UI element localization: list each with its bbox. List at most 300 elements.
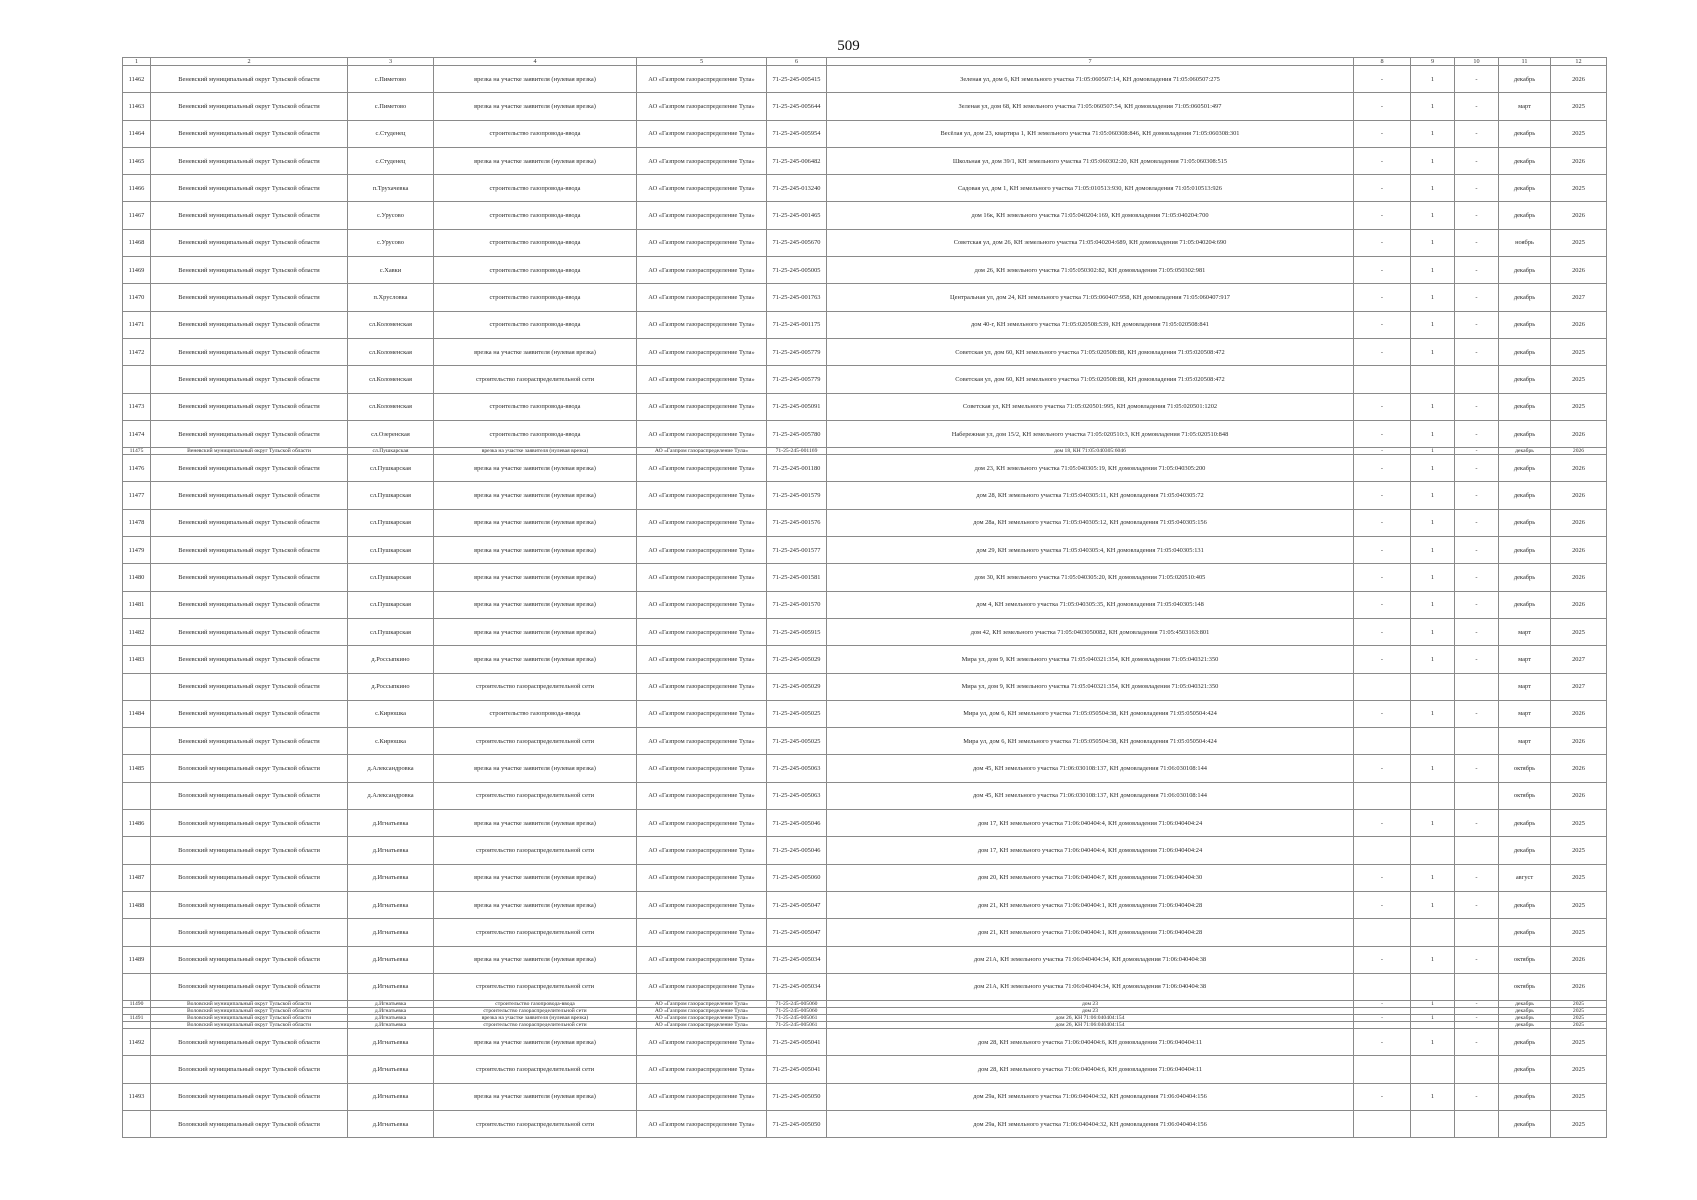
cell-record-number: 11474 [123,420,151,447]
cell-col-10-value: - [1455,891,1499,918]
cell-col-8-value: - [1354,946,1411,973]
cell-address: Советская ул, КН земельного участка 71:05:020501:995, КН домовладения 71:05:020501:1202 [827,393,1354,420]
cell-col-8-value: - [1354,564,1411,591]
cell-record-number [123,1110,151,1137]
cell-record-number: 11469 [123,257,151,284]
cell-organization: АО «Газпром газораспределение Тула» [637,755,767,782]
cell-organization: АО «Газпром газораспределение Тула» [637,393,767,420]
cell-municipality: Веневский муниципальный округ Тульской области [151,448,348,455]
table-row [123,946,1607,973]
cell-month: декабрь [1499,175,1551,202]
cell-year: 2027 [1551,646,1607,673]
cell-settlement: д.Игнатьевка [348,1022,434,1029]
cell-year: 2026 [1551,782,1607,809]
cell-application-number: 71-25-245-001570 [767,591,827,618]
cell-record-number: 11464 [123,120,151,147]
cell-address: дом 23, КН земельного участка 71:05:040305:19, КН домовладения 71:05:040305:200 [827,455,1354,482]
table-row [123,646,1607,673]
cell-record-number: 11490 [123,1001,151,1008]
table-row [123,728,1607,755]
cell-work-type: строительство газопровода-ввода [434,202,637,229]
cell-year: 2026 [1551,973,1607,1000]
cell-organization: АО «Газпром газораспределение Тула» [637,1015,767,1022]
cell-municipality: Веневский муниципальный округ Тульской области [151,420,348,447]
cell-col-9-value [1411,837,1455,864]
cell-year: 2025 [1551,891,1607,918]
cell-address: дом 29, КН земельного участка 71:05:040305:4, КН домовладения 71:05:040305:131 [827,537,1354,564]
cell-application-number: 71-25-245-005915 [767,618,827,645]
cell-col-10-value: - [1455,257,1499,284]
cell-municipality: Воловский муниципальный округ Тульской области [151,864,348,891]
cell-work-type: строительство газопровода-ввода [434,284,637,311]
cell-work-type: врезка на участке заявителя (нулевая врезка) [434,1083,637,1110]
cell-settlement: д.Игнатьевка [348,946,434,973]
cell-col-10-value [1455,919,1499,946]
cell-settlement: сл.Пушкарская [348,618,434,645]
cell-municipality: Веневский муниципальный округ Тульской области [151,202,348,229]
cell-municipality: Воловский муниципальный округ Тульской области [151,1022,348,1029]
cell-record-number: 11486 [123,810,151,837]
cell-work-type: строительство газораспределительной сети [434,919,637,946]
cell-application-number: 71-25-245-005041 [767,1029,827,1056]
cell-col-10-value: - [1455,311,1499,338]
cell-col-10-value [1455,366,1499,393]
cell-col-8-value [1354,1022,1411,1029]
cell-month: декабрь [1499,448,1551,455]
cell-col-8-value [1354,728,1411,755]
cell-year: 2025 [1551,366,1607,393]
cell-col-10-value: - [1455,420,1499,447]
cell-settlement: д.Игнатьевка [348,1015,434,1022]
cell-settlement: сл.Пушкарская [348,509,434,536]
table-row [123,837,1607,864]
cell-col-8-value: - [1354,175,1411,202]
cell-month: октябрь [1499,973,1551,1000]
cell-application-number: 71-25-245-005034 [767,946,827,973]
cell-work-type: врезка на участке заявителя (нулевая врезка) [434,509,637,536]
cell-settlement: сл.Пушкарская [348,482,434,509]
cell-col-9-value: 1 [1411,202,1455,229]
cell-municipality: Веневский муниципальный округ Тульской области [151,284,348,311]
cell-settlement: д.Игнатьевка [348,891,434,918]
cell-organization: АО «Газпром газораспределение Тула» [637,448,767,455]
cell-address: дом 29а, КН земельного участка 71:06:040404:32, КН домовладения 71:06:040404:156 [827,1083,1354,1110]
cell-col-8-value: - [1354,448,1411,455]
cell-address: Мира ул, дом 6, КН земельного участка 71:05:050504:38, КН домовладения 71:05:050504:424 [827,728,1354,755]
cell-application-number: 71-25-245-001175 [767,311,827,338]
cell-work-type: строительство газопровода-ввода [434,257,637,284]
table-row [123,891,1607,918]
cell-organization: АО «Газпром газораспределение Тула» [637,1022,767,1029]
cell-application-number: 71-25-245-005670 [767,229,827,256]
cell-month: декабрь [1499,311,1551,338]
cell-application-number: 71-25-245-005046 [767,810,827,837]
cell-month: декабрь [1499,284,1551,311]
cell-col-10-value: - [1455,66,1499,93]
cell-col-10-value: - [1455,700,1499,727]
cell-work-type: строительство газораспределительной сети [434,1110,637,1137]
cell-organization: АО «Газпром газораспределение Тула» [637,837,767,864]
cell-col-8-value: - [1354,284,1411,311]
cell-col-8-value: - [1354,864,1411,891]
cell-application-number: 71-25-245-005060 [767,864,827,891]
cell-address: дом 28, КН земельного участка 71:05:040305:11, КН домовладения 71:05:040305:72 [827,482,1354,509]
cell-work-type: строительство газораспределительной сети [434,837,637,864]
cell-col-10-value: - [1455,229,1499,256]
table-row [123,782,1607,809]
cell-col-10-value [1455,837,1499,864]
cell-col-9-value: 1 [1411,646,1455,673]
cell-year: 2026 [1551,257,1607,284]
cell-year: 2025 [1551,338,1607,365]
cell-month: декабрь [1499,1110,1551,1137]
cell-col-8-value [1354,919,1411,946]
cell-year: 2026 [1551,509,1607,536]
cell-record-number [123,782,151,809]
cell-settlement: д.Игнатьевка [348,973,434,1000]
cell-application-number: 71-25-245-001180 [767,455,827,482]
cell-record-number: 11472 [123,338,151,365]
table-row [123,591,1607,618]
cell-col-9-value: 1 [1411,120,1455,147]
cell-address: дом 4, КН земельного участка 71:05:040305:35, КН домовладения 71:05:040305:148 [827,591,1354,618]
cell-municipality: Веневский муниципальный округ Тульской области [151,618,348,645]
cell-col-9-value: 1 [1411,891,1455,918]
cell-col-9-value: 1 [1411,284,1455,311]
table-row [123,700,1607,727]
cell-record-number: 11476 [123,455,151,482]
cell-municipality: Веневский муниципальный округ Тульской области [151,66,348,93]
column-number-1: 1 [123,58,151,66]
cell-address: дом 23 [827,1008,1354,1015]
cell-work-type: строительство газопровода-ввода [434,700,637,727]
cell-organization: АО «Газпром газораспределение Тула» [637,420,767,447]
cell-col-10-value [1455,1008,1499,1015]
cell-settlement: д.Россыпкино [348,646,434,673]
cell-col-10-value: - [1455,455,1499,482]
cell-address: дом 17, КН земельного участка 71:06:040404:4, КН домовладения 71:06:040404:24 [827,837,1354,864]
cell-col-9-value: 1 [1411,66,1455,93]
cell-record-number: 11463 [123,93,151,120]
cell-col-8-value: - [1354,509,1411,536]
cell-col-10-value: - [1455,946,1499,973]
cell-col-10-value: - [1455,537,1499,564]
cell-application-number: 71-25-245-001577 [767,537,827,564]
cell-col-8-value: - [1354,420,1411,447]
cell-col-8-value: - [1354,66,1411,93]
cell-col-8-value: - [1354,202,1411,229]
table-row [123,864,1607,891]
table-row [123,482,1607,509]
cell-organization: АО «Газпром газораспределение Тула» [637,311,767,338]
cell-record-number: 11465 [123,147,151,174]
cell-application-number: 71-25-245-001579 [767,482,827,509]
cell-year: 2026 [1551,946,1607,973]
cell-col-10-value [1455,728,1499,755]
cell-work-type: строительство газораспределительной сети [434,1022,637,1029]
cell-municipality: Веневский муниципальный округ Тульской области [151,564,348,591]
cell-address: дом 21А, КН земельного участка 71:06:040404:34, КН домовладения 71:06:040404:38 [827,946,1354,973]
cell-settlement: сл.Пушкарская [348,455,434,482]
cell-application-number: 71-25-245-013240 [767,175,827,202]
cell-month: декабрь [1499,1083,1551,1110]
cell-address: дом 28, КН земельного участка 71:06:040404:6, КН домовладения 71:06:040404:11 [827,1056,1354,1083]
cell-settlement: д.Игнатьевка [348,919,434,946]
cell-month: декабрь [1499,482,1551,509]
cell-settlement: с.Пиметово [348,93,434,120]
cell-organization: АО «Газпром газораспределение Тула» [637,564,767,591]
table-row [123,1001,1607,1008]
cell-settlement: с.Пиметово [348,66,434,93]
cell-application-number: 71-25-245-005029 [767,646,827,673]
cell-address: Весёлая ул, дом 23, квартира 1, КН земельного участка 71:05:060308:846, КН домовладения 71:05:060308:301 [827,120,1354,147]
cell-col-8-value [1354,1056,1411,1083]
cell-col-9-value: 1 [1411,338,1455,365]
cell-application-number: 71-25-245-005779 [767,366,827,393]
column-number-3: 3 [348,58,434,66]
table-row [123,673,1607,700]
cell-col-8-value: - [1354,1015,1411,1022]
cell-address: дом 45, КН земельного участка 71:06:030108:137, КН домовладения 71:06:030108:144 [827,782,1354,809]
cell-col-8-value [1354,1008,1411,1015]
cell-record-number [123,973,151,1000]
cell-organization: АО «Газпром газораспределение Тула» [637,366,767,393]
cell-address: Советская ул, дом 60, КН земельного участка 71:05:020508:88, КН домовладения 71:05:020508:472 [827,338,1354,365]
cell-col-8-value: - [1354,257,1411,284]
cell-col-9-value [1411,1110,1455,1137]
cell-year: 2025 [1551,1015,1607,1022]
cell-col-9-value: 1 [1411,1083,1455,1110]
cell-municipality: Веневский муниципальный округ Тульской области [151,120,348,147]
cell-month: декабрь [1499,202,1551,229]
cell-year: 2026 [1551,448,1607,455]
cell-organization: АО «Газпром газораспределение Тула» [637,973,767,1000]
cell-organization: АО «Газпром газораспределение Тула» [637,782,767,809]
cell-year: 2026 [1551,537,1607,564]
cell-address: дом 21, КН земельного участка 71:06:040404:1, КН домовладения 71:06:040404:28 [827,891,1354,918]
cell-year: 2026 [1551,147,1607,174]
cell-record-number [123,1056,151,1083]
cell-col-8-value: - [1354,810,1411,837]
cell-col-10-value: - [1455,646,1499,673]
cell-work-type: строительство газораспределительной сети [434,973,637,1000]
cell-organization: АО «Газпром газораспределение Тула» [637,1029,767,1056]
cell-application-number: 71-25-245-005091 [767,393,827,420]
cell-settlement: сл.Пушкарская [348,591,434,618]
cell-col-9-value: 1 [1411,175,1455,202]
table-row [123,311,1607,338]
cell-organization: АО «Газпром газораспределение Тула» [637,1001,767,1008]
cell-col-8-value [1354,782,1411,809]
cell-col-9-value: 1 [1411,420,1455,447]
cell-organization: АО «Газпром газораспределение Тула» [637,120,767,147]
table-row [123,755,1607,782]
cell-work-type: врезка на участке заявителя (нулевая врезка) [434,93,637,120]
cell-application-number: 71-25-245-006482 [767,147,827,174]
cell-application-number: 71-25-245-005050 [767,1110,827,1137]
cell-col-10-value: - [1455,564,1499,591]
cell-application-number: 71-25-245-001763 [767,284,827,311]
cell-work-type: строительство газораспределительной сети [434,1056,637,1083]
cell-col-8-value: - [1354,537,1411,564]
cell-address: Мира ул, дом 6, КН земельного участка 71:05:050504:38, КН домовладения 71:05:050504:424 [827,700,1354,727]
cell-municipality: Веневский муниципальный округ Тульской области [151,673,348,700]
cell-work-type: строительство газораспределительной сети [434,366,637,393]
cell-col-8-value: - [1354,229,1411,256]
cell-work-type: врезка на участке заявителя (нулевая врезка) [434,946,637,973]
cell-municipality: Воловский муниципальный округ Тульской области [151,1029,348,1056]
cell-col-10-value [1455,1056,1499,1083]
cell-year: 2025 [1551,93,1607,120]
cell-settlement: д.Россыпкино [348,673,434,700]
cell-work-type: врезка на участке заявителя (нулевая врезка) [434,147,637,174]
cell-record-number: 11478 [123,509,151,536]
cell-col-10-value [1455,673,1499,700]
table-row [123,537,1607,564]
cell-organization: АО «Газпром газораспределение Тула» [637,891,767,918]
cell-month: декабрь [1499,120,1551,147]
cell-month: октябрь [1499,782,1551,809]
cell-year: 2026 [1551,66,1607,93]
cell-application-number: 71-25-245-005050 [767,1083,827,1110]
cell-application-number: 71-25-245-005780 [767,420,827,447]
cell-address: дом 45, КН земельного участка 71:06:030108:137, КН домовладения 71:06:030108:144 [827,755,1354,782]
cell-record-number: 11482 [123,618,151,645]
cell-municipality: Воловский муниципальный округ Тульской области [151,810,348,837]
cell-municipality: Веневский муниципальный округ Тульской области [151,257,348,284]
cell-col-10-value: - [1455,393,1499,420]
cell-municipality: Воловский муниципальный округ Тульской области [151,1083,348,1110]
column-number-2: 2 [151,58,348,66]
cell-col-9-value: 1 [1411,618,1455,645]
cell-year: 2025 [1551,618,1607,645]
cell-record-number: 11462 [123,66,151,93]
column-number-9: 9 [1411,58,1455,66]
cell-organization: АО «Газпром газораспределение Тула» [637,147,767,174]
table-row [123,420,1607,447]
cell-month: декабрь [1499,919,1551,946]
cell-col-10-value: - [1455,810,1499,837]
cell-address: Школьная ул, дом 39/1, КН земельного участка 71:05:060302:20, КН домовладения 71:05:060308:515 [827,147,1354,174]
table-row [123,93,1607,120]
cell-work-type: врезка на участке заявителя (нулевая врезка) [434,810,637,837]
cell-address: дом 29а, КН земельного участка 71:06:040404:32, КН домовладения 71:06:040404:156 [827,1110,1354,1137]
cell-month: декабрь [1499,455,1551,482]
cell-year: 2025 [1551,1022,1607,1029]
cell-year: 2025 [1551,837,1607,864]
cell-col-10-value: - [1455,1083,1499,1110]
cell-year: 2025 [1551,1056,1607,1083]
cell-municipality: Веневский муниципальный округ Тульской области [151,393,348,420]
cell-month: декабрь [1499,1029,1551,1056]
cell-month: декабрь [1499,147,1551,174]
cell-work-type: врезка на участке заявителя (нулевая врезка) [434,1029,637,1056]
cell-col-9-value: 1 [1411,864,1455,891]
cell-work-type: строительство газопровода-ввода [434,311,637,338]
cell-col-9-value: 1 [1411,229,1455,256]
cell-work-type: врезка на участке заявителя (нулевая врезка) [434,618,637,645]
cell-address: дом 26, КН 71:06:040404:154 [827,1022,1354,1029]
cell-address: Мира ул, дом 9, КН земельного участка 71:05:040321:354, КН домовладения 71:05:040321:350 [827,673,1354,700]
table-row [123,1110,1607,1137]
cell-settlement: д.Игнатьевка [348,1001,434,1008]
cell-col-8-value: - [1354,1029,1411,1056]
cell-settlement: с.Урусово [348,229,434,256]
cell-record-number: 11475 [123,448,151,455]
cell-organization: АО «Газпром газораспределение Тула» [637,537,767,564]
cell-address: дом 16к, КН земельного участка 71:05:040204:169, КН домовладения 71:05:040204:700 [827,202,1354,229]
cell-municipality: Воловский муниципальный округ Тульской области [151,1015,348,1022]
cell-work-type: строительство газораспределительной сети [434,728,637,755]
cell-record-number [123,1008,151,1015]
cell-col-10-value: - [1455,147,1499,174]
cell-year: 2026 [1551,420,1607,447]
cell-col-10-value [1455,1110,1499,1137]
cell-municipality: Веневский муниципальный округ Тульской области [151,366,348,393]
cell-record-number [123,673,151,700]
cell-col-9-value: 1 [1411,700,1455,727]
cell-address: Зеленая ул, дом 68, КН земельного участка 71:05:060507:54, КН домовладения 71:05:060501:497 [827,93,1354,120]
cell-month: март [1499,728,1551,755]
cell-col-8-value [1354,837,1411,864]
cell-settlement: сл.Озеренская [348,420,434,447]
cell-record-number: 11466 [123,175,151,202]
cell-address: Садовая ул, дом 1, КН земельного участка 71:05:010513:930, КН домовладения 71:05:010513:926 [827,175,1354,202]
cell-col-8-value: - [1354,455,1411,482]
cell-application-number: 71-25-245-005063 [767,755,827,782]
cell-municipality: Воловский муниципальный округ Тульской области [151,837,348,864]
table-row [123,147,1607,174]
cell-month: декабрь [1499,810,1551,837]
cell-col-10-value: - [1455,93,1499,120]
cell-col-8-value: - [1354,147,1411,174]
cell-record-number: 11470 [123,284,151,311]
cell-col-9-value [1411,1008,1455,1015]
cell-application-number: 71-25-245-005060 [767,1001,827,1008]
cell-address: дом 17, КН земельного участка 71:06:040404:4, КН домовладения 71:06:040404:24 [827,810,1354,837]
cell-col-9-value: 1 [1411,810,1455,837]
cell-application-number: 71-25-245-005047 [767,891,827,918]
cell-settlement: сл.Пушкарская [348,448,434,455]
cell-address: дом 21, КН земельного участка 71:06:040404:1, КН домовладения 71:06:040404:28 [827,919,1354,946]
table-row [123,448,1607,455]
cell-settlement: д.Игнатьевка [348,1083,434,1110]
cell-col-8-value: - [1354,1001,1411,1008]
cell-month: декабрь [1499,537,1551,564]
cell-application-number: 71-25-245-005034 [767,973,827,1000]
table-row [123,1083,1607,1110]
cell-month: август [1499,864,1551,891]
cell-col-9-value: 1 [1411,1001,1455,1008]
cell-year: 2025 [1551,1008,1607,1015]
cell-record-number: 11467 [123,202,151,229]
cell-year: 2025 [1551,1001,1607,1008]
cell-organization: АО «Газпром газораспределение Тула» [637,202,767,229]
cell-record-number: 11484 [123,700,151,727]
cell-municipality: Веневский муниципальный округ Тульской области [151,338,348,365]
cell-municipality: Воловский муниципальный округ Тульской области [151,1008,348,1015]
cell-municipality: Воловский муниципальный округ Тульской области [151,973,348,1000]
cell-record-number: 11485 [123,755,151,782]
cell-settlement: д.Игнатьевка [348,864,434,891]
cell-application-number: 71-25-245-005025 [767,728,827,755]
cell-application-number: 71-25-245-005025 [767,700,827,727]
cell-col-10-value: - [1455,120,1499,147]
cell-work-type: врезка на участке заявителя (нулевая врезка) [434,1015,637,1022]
cell-year: 2025 [1551,1110,1607,1137]
cell-year: 2027 [1551,284,1607,311]
cell-col-10-value [1455,973,1499,1000]
